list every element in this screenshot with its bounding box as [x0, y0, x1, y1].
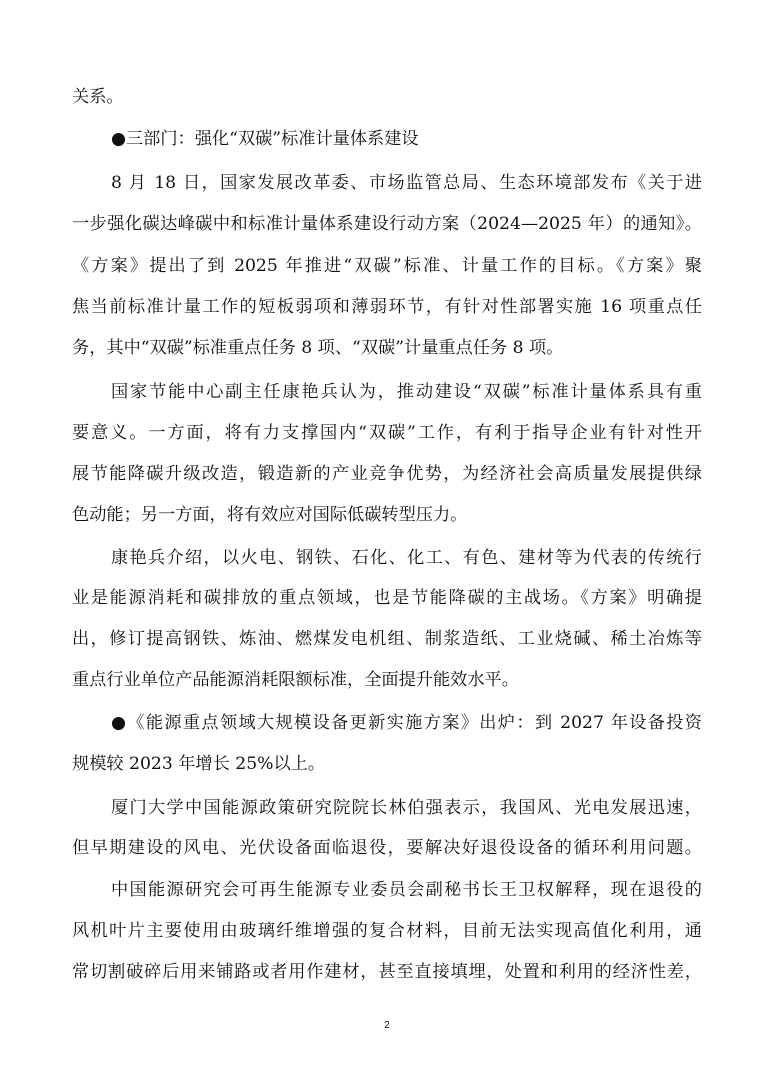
text-line: 色动能；另一方面，将有效应对国际低碳转型压力。: [72, 505, 468, 525]
text-line: 重点行业单位产品能源消耗限额标准，全面提升能效水平。: [72, 670, 519, 690]
text-line: 厦门大学中国能源政策研究院院长林伯强表示，我国风、光电发展迅速，: [111, 798, 702, 818]
text-line: 康艳兵介绍，以火电、钢铁、石化、化工、有色、建材等为代表的传统行: [111, 548, 702, 568]
text-line: 一步强化碳达峰碳中和标准计量体系建设行动方案（2024—2025 年）的通知》。: [72, 214, 702, 234]
text-line: 务，其中“双碳”标准重点任务 8 项、“双碳”计量重点任务 8 项。: [72, 338, 564, 358]
text-line: 出，修订提高钢铁、炼油、燃煤发电机组、制浆造纸、工业烧碱、稀土冶炼等: [72, 629, 702, 649]
section-heading: ●三部门：强化“双碳”标准计量体系建设: [111, 129, 419, 149]
text-line: 关系。: [72, 87, 124, 107]
text-line: 但早期建设的风电、光伏设备面临退役，要解决好退役设备的循环利用问题。: [72, 838, 702, 858]
text-line: 8 月 18 日，国家发展改革委、市场监管总局、生态环境部发布《关于进: [111, 173, 702, 193]
text-line: 焦当前标准计量工作的短板弱项和薄弱环节，有针对性部署实施 16 项重点任: [72, 297, 702, 317]
text-line: 中国能源研究会可再生能源专业委员会副秘书长王卫权解释，现在退役的: [111, 880, 702, 900]
text-line: 展节能降碳升级改造，锻造新的产业竞争优势，为经济社会高质量发展提供绿: [72, 464, 702, 484]
text-line: 风机叶片主要使用由玻璃纤维增强的复合材料，目前无法实现高值化利用，通: [72, 921, 702, 941]
text-line: 要意义。一方面，将有力支撑国内“双碳”工作，有利于指导企业有针对性开: [72, 423, 702, 443]
text-line: 《方案》提出了到 2025 年推进“双碳”标准、计量工作的目标。《方案》聚: [72, 256, 702, 276]
page-number: 2: [384, 1020, 390, 1031]
section-heading: ●《能源重点领域大规模设备更新实施方案》出炉：到 2027 年设备投资: [111, 713, 702, 733]
text-line: 常切割破碎后用来铺路或者用作建材，甚至直接填埋，处置和利用的经济性差，: [72, 962, 702, 982]
text-line: 规模较 2023 年增长 25%以上。: [72, 754, 326, 774]
text-line: 业是能源消耗和碳排放的重点领域，也是节能降碳的主战场。《方案》明确提: [72, 588, 702, 608]
text-line: 国家节能中心副主任康艳兵认为，推动建设“双碳”标准计量体系具有重: [111, 382, 702, 402]
